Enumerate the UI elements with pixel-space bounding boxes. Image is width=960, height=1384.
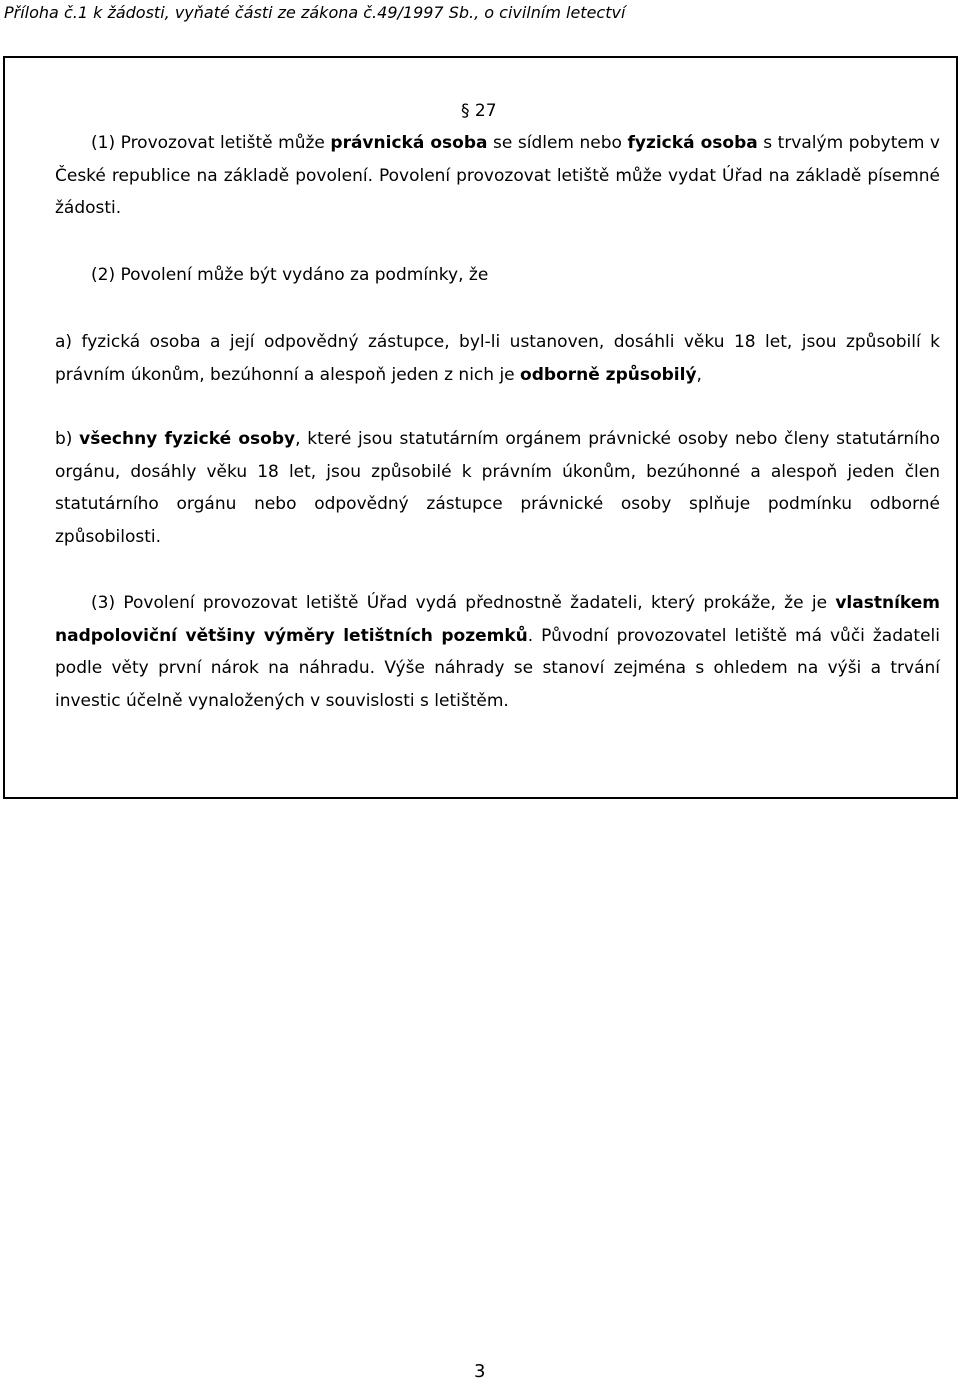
paragraph-1-text-2: se sídlem nebo xyxy=(487,133,628,153)
paragraph-2-text: (2) Povolení může být vydáno za podmínky, že xyxy=(91,265,489,285)
paragraph-1-text-1: (1) Provozovat letiště může xyxy=(91,133,331,153)
item-b-bold: všechny fyzické osoby xyxy=(79,429,296,449)
item-a-bold: odborně způsobilý xyxy=(520,364,697,385)
section-heading xyxy=(461,99,497,123)
paragraph-1 xyxy=(55,127,940,225)
item-a-text-1: a) fyzická osoba a její odpovědný zástupce, byl-li ustanoven, dosáhli věku 18 let, jsou způsobilí k právním úkonům, bezúhonní a alespoň jeden z nich je xyxy=(55,332,940,385)
section-number: 27 xyxy=(474,101,497,121)
item-b-text-2: , které jsou statutárním orgánem právnické osoby nebo členy statutárního orgánu, dosáhly věku 18 let, jsou způsobilé k právním úkonům, bezúhonné a alespoň jeden člen statutárního orgánu nebo odpovědný zástupce právnické osoby splňuje podmínku odborné způsobilosti. xyxy=(55,429,941,547)
paragraph-1-text-3: s trvalým pobytem v České republice na základě povolení. Povolení provozovat letiště může vydat Úřad na základě písemné žádosti. xyxy=(55,133,940,218)
paragraph-2 xyxy=(55,259,940,292)
paragraph-1-bold-1: právnická osoba xyxy=(330,133,488,153)
page-number: 3 xyxy=(474,1361,486,1382)
paragraph-3-text-1: (3) Povolení provozovat letiště Úřad vydá přednostně žadateli, který prokáže, že je xyxy=(91,593,836,613)
item-a-text-2: , xyxy=(696,364,702,385)
section-sign: § xyxy=(461,101,470,121)
document-header: Příloha č.1 k žádosti, vyňaté části ze zákona č.49/1997 Sb., o civilním letectví xyxy=(4,3,626,22)
paragraph-3-bold: vlastníkem nadpoloviční většiny výměry letištních pozemků xyxy=(55,593,940,646)
paragraph-1-bold-2: fyzická osoba xyxy=(627,133,758,153)
paragraph-3-text-2: . Původní provozovatel letiště má vůči žadateli podle věty první nárok na náhradu. Výše náhrady se stanoví zejména s ohledem na výši a trvání investic účelně vynaložených v souvislosti s letištěm. xyxy=(55,625,940,711)
item-b xyxy=(55,423,940,553)
item-a xyxy=(55,326,940,391)
item-b-text-1: b) xyxy=(55,429,80,449)
paragraph-3 xyxy=(55,587,940,717)
